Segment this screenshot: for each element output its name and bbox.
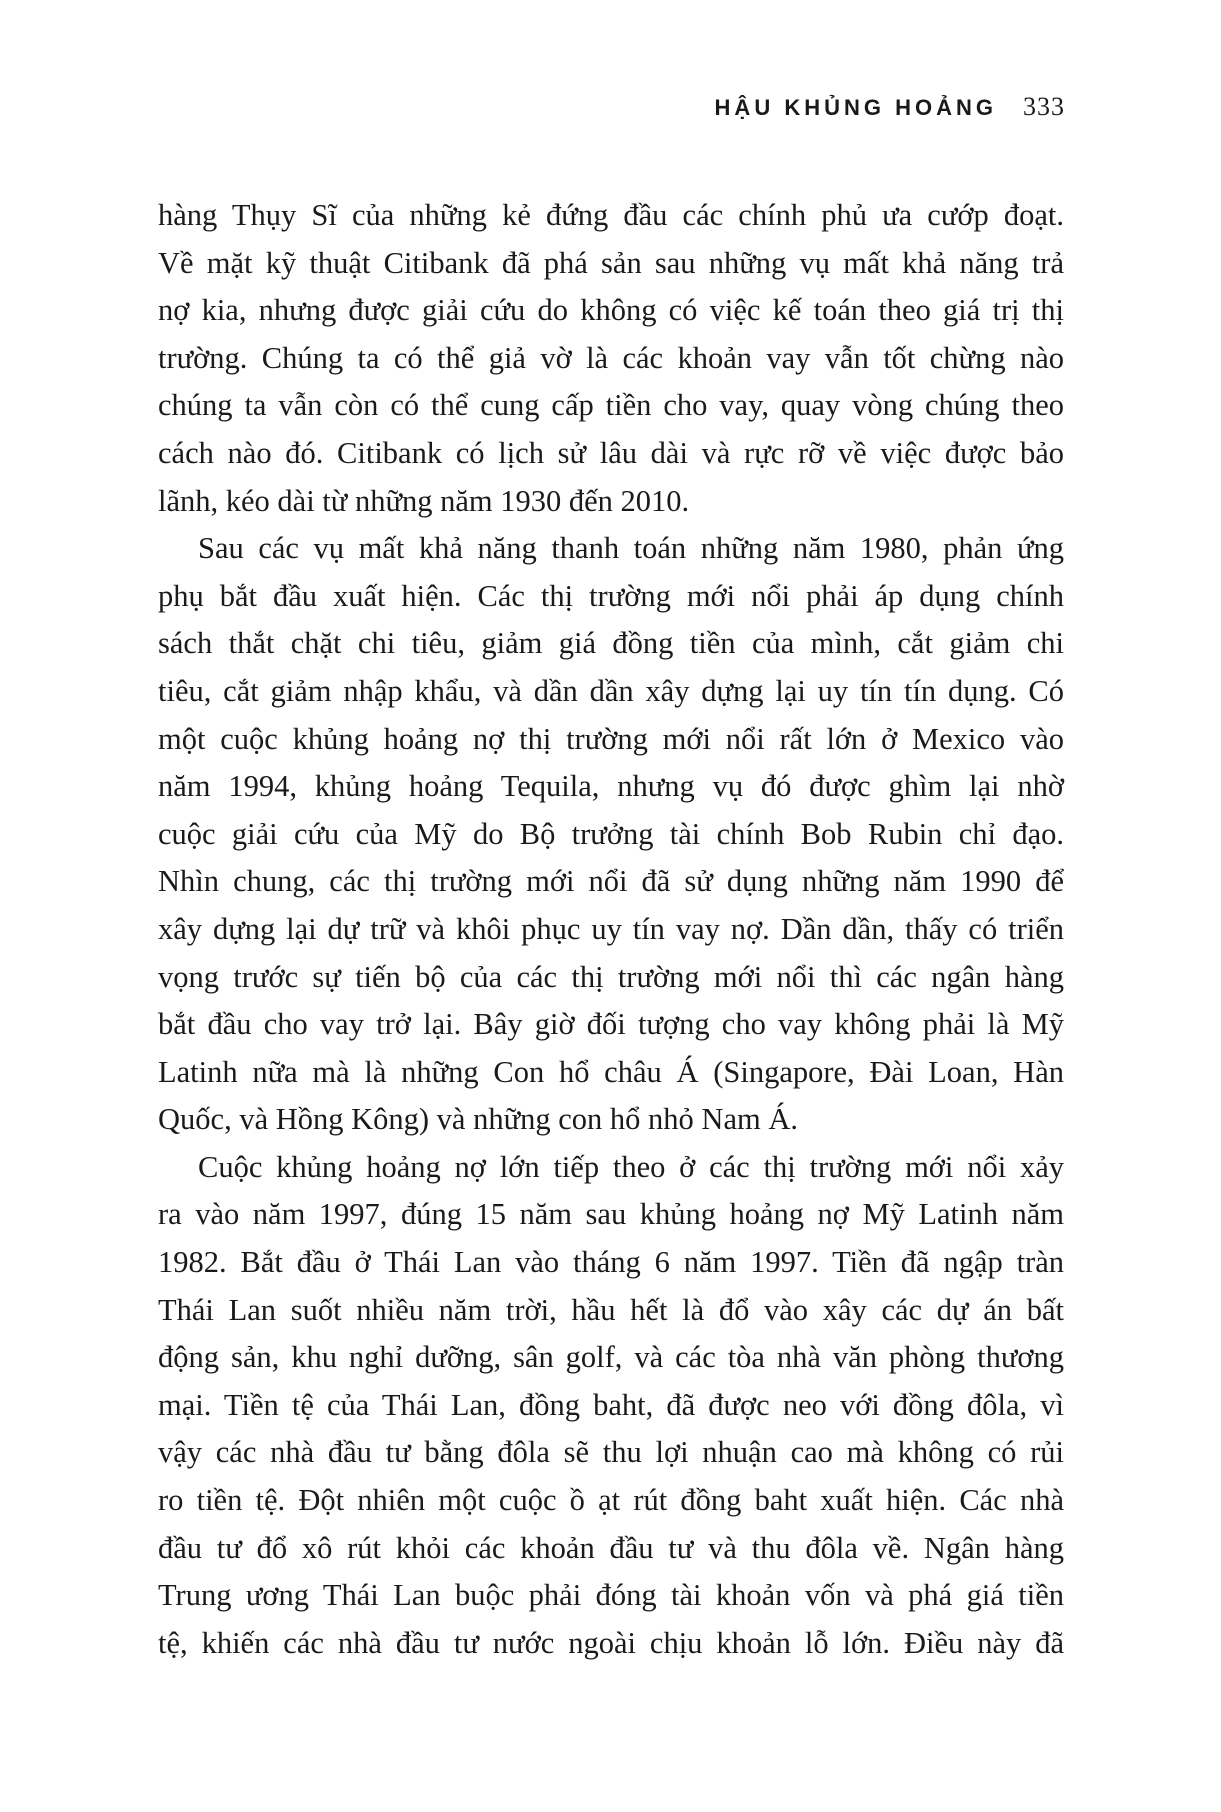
- text-line: sách thắt chặt chi tiêu, giảm giá đồng tiền của mình, cắt giảm chi: [158, 626, 1064, 661]
- text-line: đầu tư đổ xô rút khỏi các khoản đầu tư và thu đôla về. Ngân hàng: [158, 1530, 1064, 1565]
- text-line: động sản, khu nghỉ dưỡng, sân golf, và các tòa nhà văn phòng thương: [158, 1340, 1064, 1375]
- text-line: Nhìn chung, các thị trường mới nổi đã sử dụng những năm 1990 để: [158, 864, 1064, 899]
- running-head-title: HẬU KHỦNG HOẢNG: [714, 95, 997, 120]
- text-line: Sau các vụ mất khả năng thanh toán những năm 1980, phản ứng: [198, 531, 1064, 566]
- paragraph-1: [158, 192, 1064, 525]
- text-line: xây dựng lại dự trữ và khôi phục uy tín vay nợ. Dần dần, thấy có triển: [158, 911, 1064, 946]
- text-line: cuộc giải cứu của Mỹ do Bộ trưởng tài chính Bob Rubin chỉ đạo.: [158, 816, 1064, 851]
- text-line: lãnh, kéo dài từ những năm 1930 đến 2010.: [158, 483, 690, 518]
- text-line: nợ kia, nhưng được giải cứu do không có việc kế toán theo giá trị thị: [158, 293, 1064, 328]
- text-line: một cuộc khủng hoảng nợ thị trường mới nổi rất lớn ở Mexico vào: [158, 721, 1064, 756]
- text-line: phụ bắt đầu xuất hiện. Các thị trường mới nổi phải áp dụng chính: [158, 578, 1064, 613]
- text-line: năm 1994, khủng hoảng Tequila, nhưng vụ đó được ghìm lại nhờ: [158, 769, 1064, 804]
- text-line: Thái Lan suốt nhiều năm trời, hầu hết là đổ vào xây các dự án bất: [158, 1292, 1064, 1327]
- text-line: cách nào đó. Citibank có lịch sử lâu dài và rực rỡ về việc được bảo: [158, 435, 1064, 470]
- text-line: Latinh nữa mà là những Con hổ châu Á (Singapore, Đài Loan, Hàn: [158, 1054, 1064, 1089]
- text-line: hàng Thụy Sĩ của những kẻ đứng đầu các chính phủ ưa cướp đoạt.: [158, 198, 1064, 232]
- text-line: chúng ta vẫn còn có thể cung cấp tiền cho vay, quay vòng chúng theo: [158, 388, 1064, 423]
- text-line: bắt đầu cho vay trở lại. Bây giờ đối tượng cho vay không phải là Mỹ: [158, 1007, 1064, 1042]
- text-line: mại. Tiền tệ của Thái Lan, đồng baht, đã được neo với đồng đôla, vì: [158, 1387, 1064, 1422]
- text-line: Về mặt kỹ thuật Citibank đã phá sản sau những vụ mất khả năng trả: [158, 245, 1064, 280]
- paragraph-3: [158, 1144, 1064, 1668]
- body-text: [158, 192, 1064, 1667]
- text-line: vậy các nhà đầu tư bằng đôla sẽ thu lợi nhuận cao mà không có rủi: [158, 1435, 1064, 1470]
- text-line: vọng trước sự tiến bộ của các thị trường mới nổi thì các ngân hàng: [158, 959, 1064, 994]
- text-line: ro tiền tệ. Đột nhiên một cuộc ồ ạt rút đồng baht xuất hiện. Các nhà: [158, 1483, 1064, 1518]
- text-line: tiêu, cắt giảm nhập khẩu, và dần dần xây dựng lại uy tín tín dụng. Có: [158, 673, 1064, 708]
- paragraph-2: [158, 525, 1064, 1144]
- text-line: ra vào năm 1997, đúng 15 năm sau khủng hoảng nợ Mỹ Latinh năm: [158, 1197, 1064, 1232]
- text-line: Quốc, và Hồng Kông) và những con hổ nhỏ Nam Á.: [158, 1102, 798, 1137]
- text-line: trường. Chúng ta có thể giả vờ là các khoản vay vẫn tốt chừng nào: [158, 340, 1064, 375]
- running-head: [715, 92, 1065, 122]
- text-line: tệ, khiến các nhà đầu tư nước ngoài chịu khoản lỗ lớn. Điều này đã: [158, 1625, 1064, 1660]
- text-line: Cuộc khủng hoảng nợ lớn tiếp theo ở các thị trường mới nổi xảy: [198, 1149, 1064, 1184]
- text-line: Trung ương Thái Lan buộc phải đóng tài khoản vốn và phá giá tiền: [158, 1578, 1064, 1613]
- page-number: 333: [1023, 92, 1065, 121]
- text-line: 1982. Bắt đầu ở Thái Lan vào tháng 6 năm 1997. Tiền đã ngập tràn: [158, 1245, 1064, 1280]
